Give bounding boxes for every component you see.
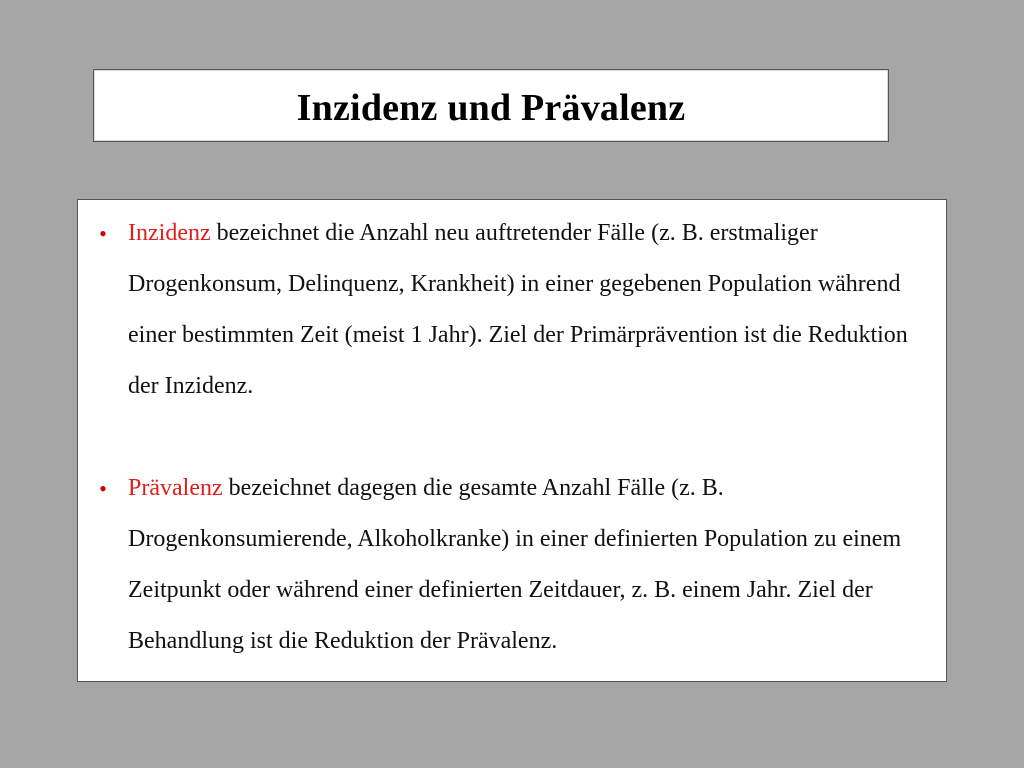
slide-title: Inzidenz und Prävalenz	[296, 86, 686, 129]
bullet-term: Inzidenz	[128, 220, 211, 246]
bullet-dot-icon: •	[99, 221, 107, 246]
bullet-term: Prävalenz	[128, 475, 223, 501]
bullet-text	[128, 463, 938, 667]
bullet-definition: bezeichnet die Anzahl neu auftretender Fälle (z. B. erstmaliger Drogenkonsum, Delinquenz, Krankheit) in einer gegebenen Population während einer bestimmten Zeit (meist 1 Jahr). Ziel der Primärprävention ist die Reduktion der Inzidenz.	[128, 220, 908, 399]
title-box	[93, 69, 889, 142]
bullet-text	[128, 208, 938, 412]
bullet-definition: bezeichnet dagegen die gesamte Anzahl Fälle (z. B. Drogenkonsumierende, Alkoholkranke) in einer definierten Population zu einem Zeitpunkt oder während einer definierten Zeitdauer, z. B. einem Jahr. Ziel der Behandlung ist die Reduktion der Prävalenz.	[128, 475, 902, 654]
bullet-dot-icon: •	[99, 476, 107, 501]
content-box	[77, 199, 947, 682]
